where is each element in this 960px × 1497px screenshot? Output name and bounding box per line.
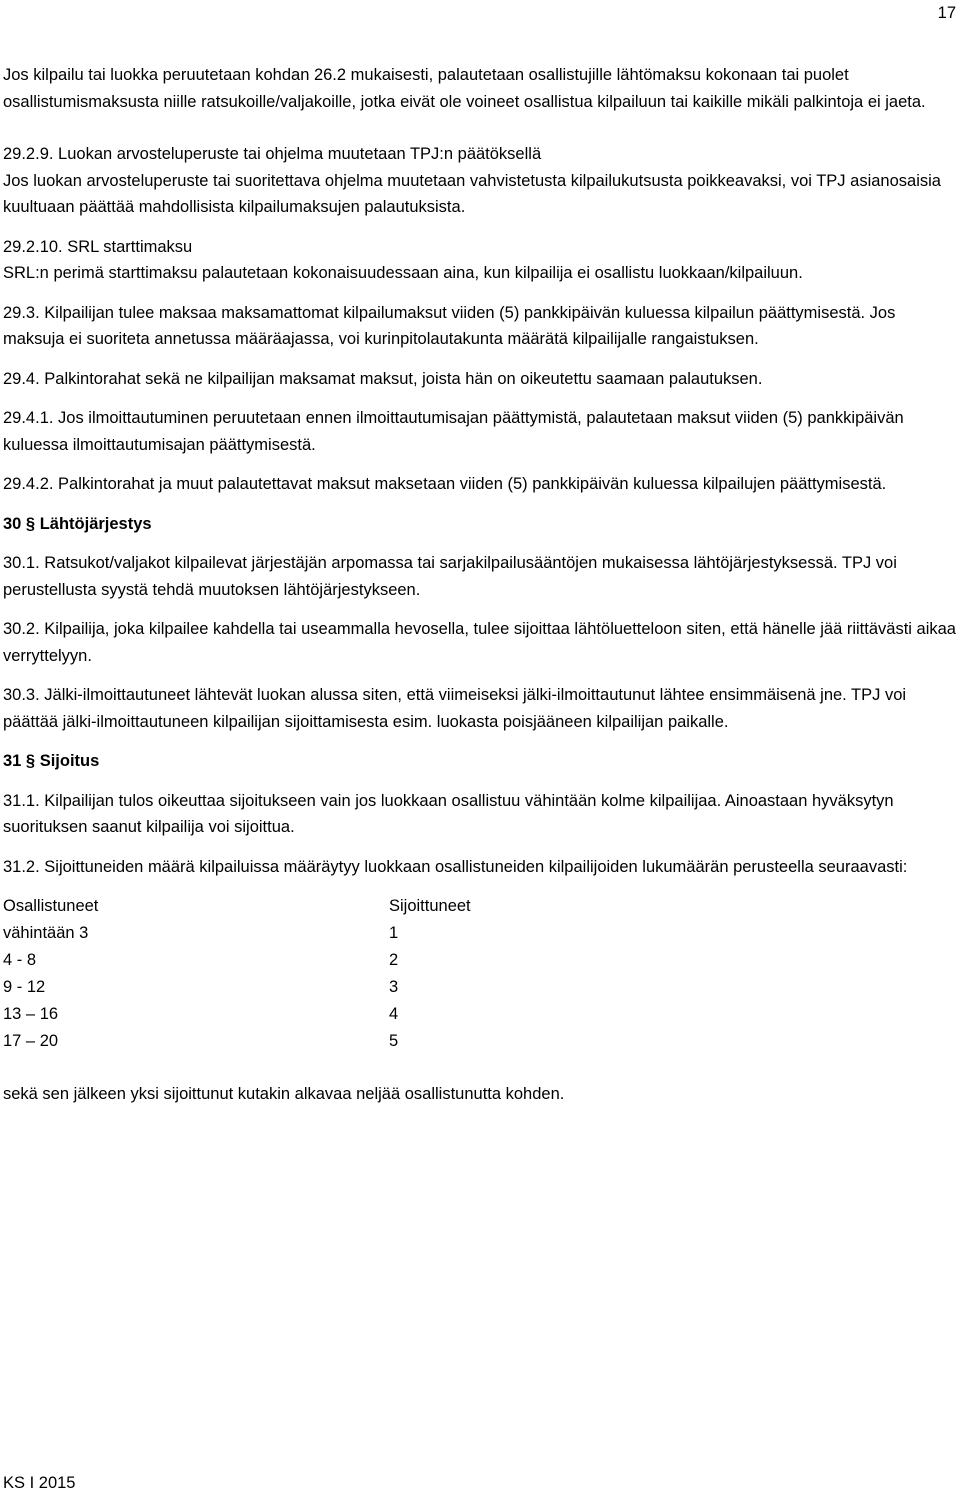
table-cell-placed: 5 <box>389 1032 399 1050</box>
section-31-2: 31.2. Sijoittuneiden määrä kilpailuissa määräytyy luokkaan osallistuneiden kilpailijoiden lukumäärän perusteella seuraavasti: <box>3 857 908 876</box>
table-header-row <box>3 893 471 920</box>
paragraph-cancellation-refund: Jos kilpailu tai luokka peruutetaan kohdan 26.2 mukaisesti, palautetaan osallistujille lähtömaksu kokonaan tai puolet osallistumismaksusta niille ratsukoille/valjakoille, jotka eivät ole voineet osallistua kilpailuun tai kaikille mikäli palkintoja ei jaeta. <box>3 66 926 111</box>
section-31-1: 31.1. Kilpailijan tulos oikeuttaa sijoitukseen vain jos luokkaan osallistuu vähintään kolme kilpailijaa. Ainoastaan hyväksytyn suorituksen saanut kilpailija voi sijoittua. <box>3 791 894 836</box>
footer-document-code: KS I 2015 <box>3 1474 76 1492</box>
table-cell-participants: 17 – 20 <box>3 1032 59 1050</box>
section-29-2-9-title: 29.2.9. Luokan arvosteluperuste tai ohjelma muutetaan TPJ:n päätöksellä <box>3 145 542 163</box>
section-30-1: 30.1. Ratsukot/valjakot kilpailevat järjestäjän arpomassa tai sarjakilpailusääntöjen mukaisessa lähtöjärjestyksessä. TPJ voi perustellusta syystä tehdä muutoksen lähtöjärjestykseen. <box>3 554 897 599</box>
placement-table <box>3 893 471 1055</box>
section-29-4: 29.4. Palkintorahat sekä ne kilpailijan maksamat maksut, joista hän on oikeutettu saamaan palautuksen. <box>3 369 763 388</box>
section-30-3: 30.3. Jälki-ilmoittautuneet lähtevät luokan alussa siten, että viimeiseksi jälki-ilmoittautunut lähtee ensimmäisenä jne. TPJ voi päättää jälki-ilmoittautuneen kilpailijan sijoittamisesta esim. luokasta poisjääneen kilpailijan paikalle. <box>3 686 907 731</box>
table-cell-participants: 4 - 8 <box>3 951 37 969</box>
section-29-2-10-text: SRL:n perimä starttimaksu palautetaan kokonaisuudessaan aina, kun kilpailija ei osallistu luokkaan/kilpailuun. <box>3 264 803 282</box>
section-29-3: 29.3. Kilpailijan tulee maksaa maksamattomat kilpailumaksut viiden (5) pankkipäivän kuluessa kilpailun päättymisestä. Jos maksuja ei suoriteta annetussa määräajassa, voi kurinpitolautakunta määrätä kilpailijalle rangaistuksen. <box>3 303 896 348</box>
table-cell-placed: 4 <box>389 1005 399 1023</box>
table-row <box>3 920 471 947</box>
heading-section-31: 31 § Sijoitus <box>3 752 100 770</box>
table-cell-placed: 1 <box>389 924 399 942</box>
section-29-2-10-title: 29.2.10. SRL starttimaksu <box>3 237 193 256</box>
table-cell-placed: 3 <box>389 978 399 996</box>
table-cell-placed: 2 <box>389 951 399 969</box>
table-cell-participants: 9 - 12 <box>3 978 46 996</box>
section-29-4-1: 29.4.1. Jos ilmoittautuminen peruutetaan ennen ilmoittautumisajan päättymistä, palautetaan maksut viiden (5) pankkipäivän kuluessa ilmoittautumisajan päättymisestä. <box>3 409 904 454</box>
table-cell-participants: 13 – 16 <box>3 1005 59 1023</box>
table-row <box>3 1001 471 1028</box>
table-header-participants: Osallistuneet <box>3 897 99 915</box>
section-29-4-2: 29.4.2. Palkintorahat ja muut palautettavat maksut maksetaan viiden (5) pankkipäivän kuluessa kilpailujen päättymisestä. <box>3 475 887 493</box>
table-row <box>3 947 471 974</box>
table-row <box>3 974 471 1001</box>
heading-section-30: 30 § Lähtöjärjestys <box>3 514 152 533</box>
table-header-placed: Sijoittuneet <box>389 897 471 915</box>
closing-paragraph: sekä sen jälkeen yksi sijoittunut kutakin alkavaa neljää osallistunutta kohden. <box>3 1085 565 1103</box>
document-body <box>3 62 958 1108</box>
page-number: 17 <box>937 4 956 22</box>
section-30-2: 30.2. Kilpailija, joka kilpailee kahdella tai useammalla hevosella, tulee sijoittaa lähtöluetteloon siten, että hänelle jää riittävästi aikaa verryttelyyn. <box>3 620 956 665</box>
table-row <box>3 1028 471 1055</box>
section-29-2-9-text: Jos luokan arvosteluperuste tai suoritettava ohjelma muutetaan vahvistetusta kilpailukutsusta poikkeavaksi, voi TPJ asianosaisia kuultuaan päättää mahdollisista kilpailumaksujen palautuksista. <box>3 171 941 216</box>
table-cell-participants: vähintään 3 <box>3 924 89 942</box>
